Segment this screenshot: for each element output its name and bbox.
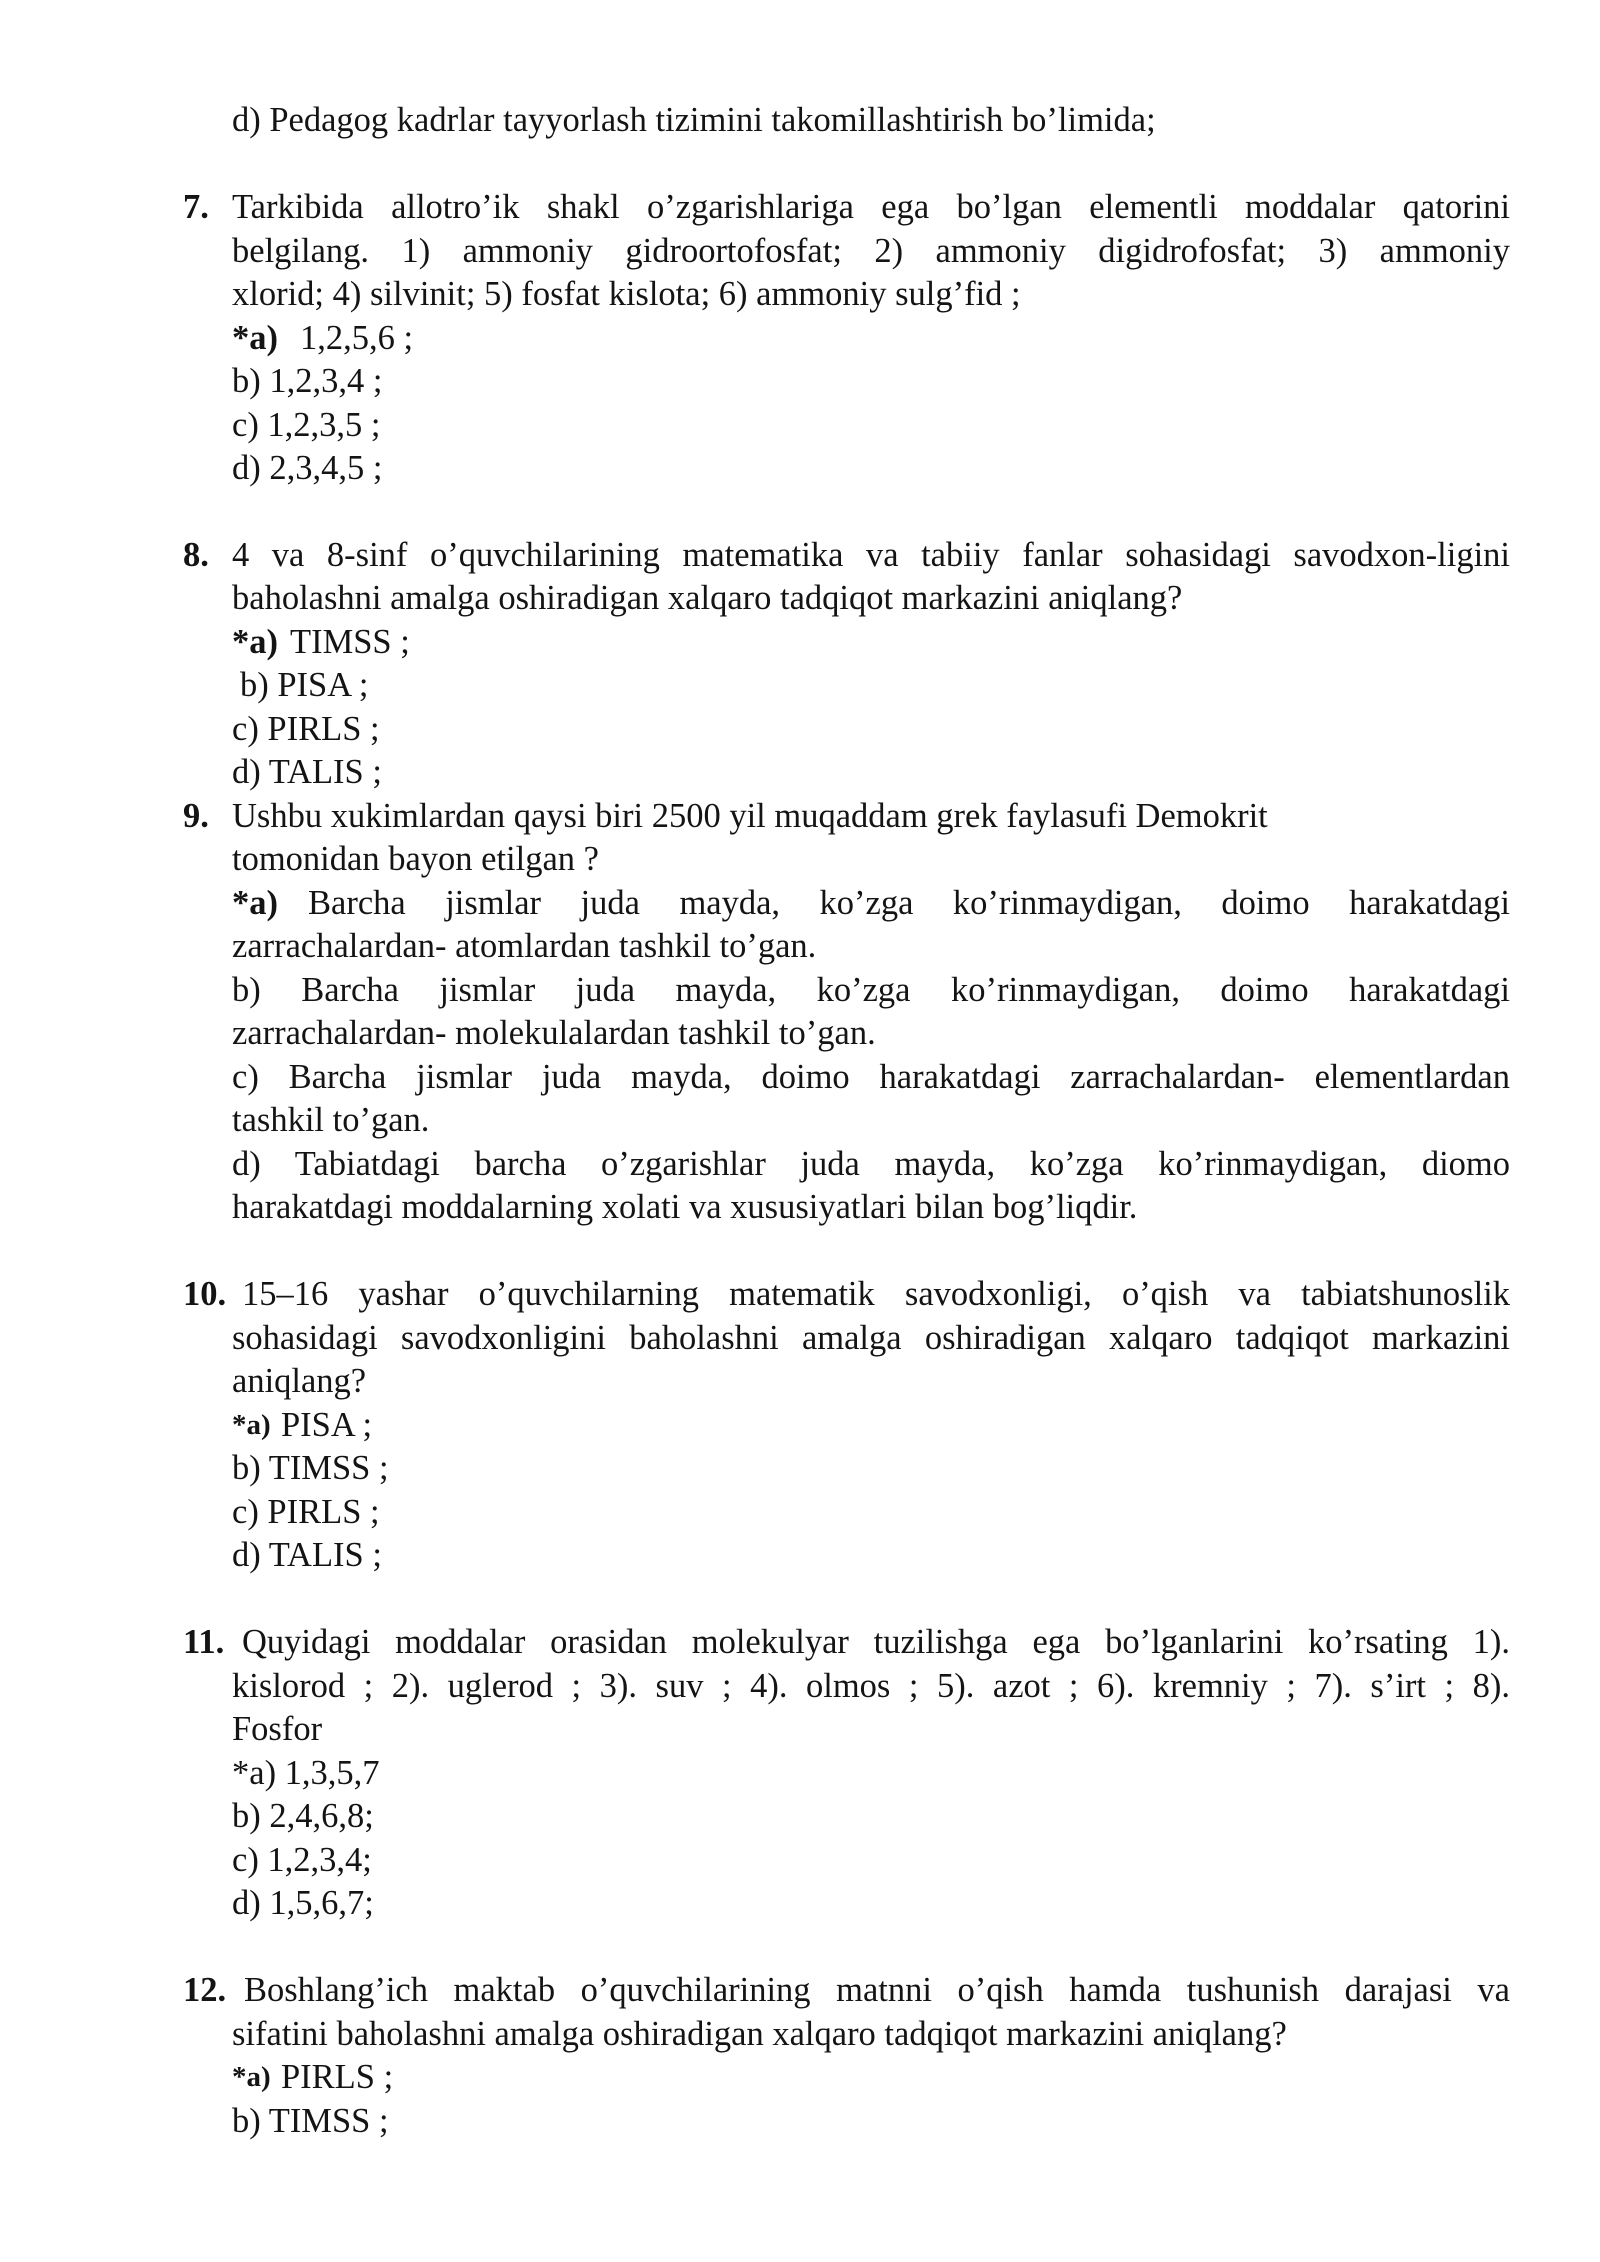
answer-option: d) Tabiatdagi barcha o’zgarishlar juda mayda, ko’zga ko’rinmaydigan, diomo	[232, 1145, 1510, 1183]
question-text: sifatini baholashni amalga oshiradigan xalqaro tadqiqot markazini aniqlang?	[232, 2015, 1287, 2053]
correct-answer-marker: *a)	[232, 1409, 271, 1441]
question-number: 9.	[183, 797, 209, 835]
answer-option: b) TIMSS ;	[232, 2102, 389, 2140]
answer-option: c) Barcha jismlar juda mayda, doimo harakatdagi zarrachalardan- elementlardan	[232, 1058, 1510, 1096]
question-text: aniqlang?	[232, 1362, 367, 1400]
question-number: 11.	[183, 1623, 225, 1661]
answer-option: zarrachalardan- atomlardan tashkil to’gan.	[232, 927, 817, 965]
answer-option: d) 1,5,6,7;	[232, 1884, 374, 1922]
question-number: 8.	[183, 536, 209, 574]
answer-option: TIMSS ;	[290, 623, 410, 661]
answer-option: d) 2,3,4,5 ;	[232, 449, 383, 487]
question-text: xlorid; 4) silvinit; 5) fosfat kislota; 6) ammoniy sulg’fid ;	[232, 275, 1021, 313]
question-text: Fosfor	[232, 1710, 323, 1748]
question-text: kislorod ; 2). uglerod ; 3). suv ; 4). olmos ; 5). azot ; 6). kremniy ; 7). s’irt ; 8).	[232, 1667, 1510, 1705]
question-number: 12.	[183, 1971, 227, 2009]
question-text: tomonidan bayon etilgan ?	[232, 840, 599, 878]
answer-option: c) PIRLS ;	[232, 1493, 380, 1531]
question-text: Ushbu xukimlardan qaysi biri 2500 yil muqaddam grek faylasufi Demokrit	[232, 797, 1268, 835]
answer-option: b) 2,4,6,8;	[232, 1797, 374, 1835]
question-text: Boshlang’ich maktab o’quvchilarining matnni o’qish hamda tushunish darajasi va	[244, 1971, 1510, 2009]
answer-option: c) 1,2,3,4;	[232, 1841, 372, 1879]
question-text: 4 va 8-sinf o’quvchilarining matematika va tabiiy fanlar sohasidagi savodxon-ligini	[232, 536, 1510, 574]
correct-answer-marker: *a)	[232, 319, 278, 357]
correct-answer-marker: *a)	[232, 884, 278, 922]
answer-option: d) TALIS ;	[232, 1536, 382, 1574]
question-text: Quyidagi moddalar orasidan molekulyar tuzilishga ega bo’lganlarini ko’rsating 1).	[242, 1623, 1510, 1661]
answer-option: harakatdagi moddalarning xolati va xususiyatlari bilan bog’liqdir.	[232, 1188, 1138, 1226]
text-line: d) Pedagog kadrlar tayyorlash tizimini takomillashtirish bo’limida;	[232, 101, 1156, 139]
answer-option: c) 1,2,3,5 ;	[232, 406, 381, 444]
answer-option: PIRLS ;	[281, 2058, 394, 2096]
answer-option: b) PISA ;	[240, 666, 369, 704]
question-number: 10.	[183, 1275, 227, 1313]
answer-option: d) TALIS ;	[232, 753, 382, 791]
answer-option: c) PIRLS ;	[232, 710, 380, 748]
answer-option: b) TIMSS ;	[232, 1449, 389, 1487]
answer-option: Barcha jismlar juda mayda, ko’zga ko’rinmaydigan, doimo harakatdagi	[308, 884, 1510, 922]
question-number: 7.	[183, 188, 209, 226]
answer-option: PISA ;	[281, 1406, 373, 1444]
answer-option: 1,2,5,6 ;	[300, 319, 414, 357]
correct-answer-marker: *a)	[232, 623, 278, 661]
question-text: belgilang. 1) ammoniy gidroortofosfat; 2) ammoniy digidrofosfat; 3) ammoniy	[232, 232, 1510, 270]
question-text: Tarkibida allotro’ik shakl o’zgarishlariga ega bo’lgan elementli moddalar qatorini	[232, 188, 1510, 226]
question-text: sohasidagi savodxonligini baholashni amalga oshiradigan xalqaro tadqiqot markazini	[232, 1319, 1510, 1357]
answer-option: zarrachalardan- molekulalardan tashkil to’gan.	[232, 1014, 876, 1052]
question-text: 15–16 yashar o’quvchilarning matematik savodxonligi, o’qish va tabiatshunoslik	[242, 1275, 1510, 1313]
correct-answer-marker: *a)	[232, 2061, 271, 2093]
answer-option: *a) 1,3,5,7	[232, 1754, 380, 1792]
answer-option: b) 1,2,3,4 ;	[232, 362, 383, 400]
answer-option: tashkil to’gan.	[232, 1101, 430, 1139]
answer-option: b) Barcha jismlar juda mayda, ko’zga ko’rinmaydigan, doimo harakatdagi	[232, 971, 1510, 1009]
question-text: baholashni amalga oshiradigan xalqaro tadqiqot markazini aniqlang?	[232, 579, 1183, 617]
